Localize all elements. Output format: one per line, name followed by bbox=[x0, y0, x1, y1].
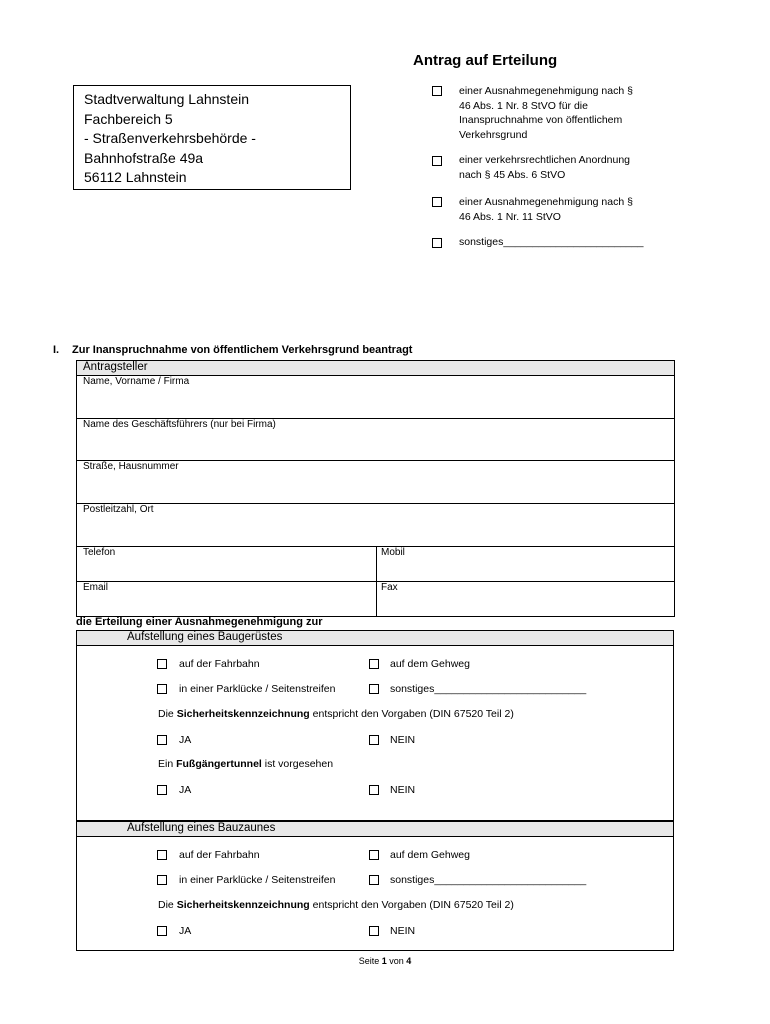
section-number: I. bbox=[53, 344, 60, 356]
address-line: - Straßenverkehrsbehörde - bbox=[84, 130, 256, 146]
checkbox-option-45-6[interactable] bbox=[432, 156, 442, 166]
fence-parking-label: in einer Parklücke / Seitenstreifen bbox=[179, 874, 336, 886]
scaffold-safety-yes-checkbox[interactable] bbox=[157, 735, 167, 745]
street-label: Straße, Hausnummer bbox=[83, 461, 179, 472]
applicant-header: Antragsteller bbox=[77, 361, 675, 376]
section-title: Zur Inanspruchnahme von öffentlichem Verkehrsgrund beantragt bbox=[72, 344, 413, 356]
fence-safety-yes-label: JA bbox=[179, 925, 192, 937]
fence-sidewalk-label: auf dem Gehweg bbox=[390, 849, 470, 861]
fence-safety-no-checkbox[interactable] bbox=[369, 926, 379, 936]
fence-roadway-label: auf der Fahrbahn bbox=[179, 849, 260, 861]
fence-parking-checkbox[interactable] bbox=[157, 875, 167, 885]
name-field[interactable] bbox=[77, 376, 675, 419]
street-field[interactable] bbox=[77, 461, 675, 504]
mobile-field[interactable] bbox=[377, 547, 675, 582]
scaffold-sidewalk-label: auf dem Gehweg bbox=[390, 658, 470, 670]
option-46-8-text: einer Ausnahmegenehmigung nach § 46 Abs. 1 Nr. 8 StVO für die Inanspruchnahme von öffentlichem Verkehrsgrund bbox=[459, 85, 633, 141]
fence-safety-statement: Die Sicherheitskennzeichnung entspricht den Vorgaben (DIN 67520 Teil 2) bbox=[158, 899, 514, 911]
section-heading bbox=[53, 344, 412, 356]
checkbox-option-46-11[interactable] bbox=[432, 197, 442, 207]
managing-director-label: Name des Geschäftsführers (nur bei Firma) bbox=[83, 419, 276, 430]
phone-label: Telefon bbox=[83, 547, 116, 558]
recipient-address-box bbox=[73, 85, 351, 190]
option-45-6-text: einer verkehrsrechtlichen Anordnung nach § 45 Abs. 6 StVO bbox=[459, 154, 631, 181]
scaffold-safety-yes-label: JA bbox=[179, 734, 192, 746]
scaffold-roadway-label: auf der Fahrbahn bbox=[179, 658, 260, 670]
fence-safety-no-label: NEIN bbox=[390, 925, 416, 937]
fence-other-checkbox[interactable] bbox=[369, 875, 379, 885]
page-number: Seite 1 von 4 bbox=[358, 956, 412, 966]
scaffold-parking-checkbox[interactable] bbox=[157, 684, 167, 694]
address-line: Bahnhofstraße 49a bbox=[84, 149, 204, 166]
scaffold-tunnel-no-checkbox[interactable] bbox=[369, 785, 379, 795]
scaffold-header: Aufstellung eines Baugerüstes bbox=[77, 631, 674, 646]
fence-safety-yes-checkbox[interactable] bbox=[157, 926, 167, 936]
address-line: 56112 Lahnstein bbox=[84, 169, 187, 185]
email-label: Email bbox=[83, 582, 109, 593]
form-title: Antrag auf Erteilung bbox=[413, 52, 558, 69]
address-line: Stadtverwaltung Lahnstein bbox=[84, 91, 249, 107]
scaffold-safety-no-checkbox[interactable] bbox=[369, 735, 379, 745]
scaffold-header-table bbox=[76, 630, 674, 646]
scaffold-parking-label: in einer Parklücke / Seitenstreifen bbox=[179, 683, 336, 695]
scaffold-roadway-checkbox[interactable] bbox=[157, 659, 167, 669]
scaffold-safety-no-label: NEIN bbox=[390, 734, 416, 746]
address-line: Fachbereich 5 bbox=[84, 110, 173, 127]
checkbox-option-other[interactable] bbox=[432, 238, 442, 248]
checkbox-option-46-8[interactable] bbox=[432, 86, 442, 96]
mobile-label: Mobil bbox=[381, 547, 405, 558]
fence-header: Aufstellung eines Bauzaunes bbox=[77, 822, 674, 837]
fence-roadway-checkbox[interactable] bbox=[157, 850, 167, 860]
option-other-text: sonstiges________________________ bbox=[459, 236, 644, 248]
phone-field[interactable] bbox=[77, 547, 377, 582]
permit-intro: die Erteilung einer Ausnahmegenehmigung zur bbox=[76, 616, 323, 628]
fax-label: Fax bbox=[381, 582, 398, 593]
scaffold-other-checkbox[interactable] bbox=[369, 684, 379, 694]
postal-city-field[interactable] bbox=[77, 504, 675, 547]
scaffold-tunnel-no-label: NEIN bbox=[390, 784, 416, 796]
option-46-11-text: einer Ausnahmegenehmigung nach § 46 Abs. 1 Nr. 11 StVO bbox=[459, 196, 633, 223]
scaffold-tunnel-yes-checkbox[interactable] bbox=[157, 785, 167, 795]
scaffold-other-label: sonstiges__________________________ bbox=[390, 683, 587, 695]
name-label: Name, Vorname / Firma bbox=[83, 376, 190, 387]
postal-city-label: Postleitzahl, Ort bbox=[83, 504, 154, 515]
fax-field[interactable] bbox=[377, 582, 675, 617]
scaffold-tunnel-yes-label: JA bbox=[179, 784, 192, 796]
scaffold-tunnel-statement: Ein Fußgängertunnel ist vorgesehen bbox=[158, 758, 334, 770]
fence-sidewalk-checkbox[interactable] bbox=[369, 850, 379, 860]
fence-other-label: sonstiges__________________________ bbox=[390, 874, 587, 886]
fence-header-table bbox=[76, 821, 674, 837]
managing-director-field[interactable] bbox=[77, 419, 675, 461]
scaffold-sidewalk-checkbox[interactable] bbox=[369, 659, 379, 669]
email-field[interactable] bbox=[77, 582, 377, 617]
applicant-table bbox=[76, 360, 675, 617]
scaffold-safety-statement: Die Sicherheitskennzeichnung entspricht den Vorgaben (DIN 67520 Teil 2) bbox=[158, 708, 514, 720]
